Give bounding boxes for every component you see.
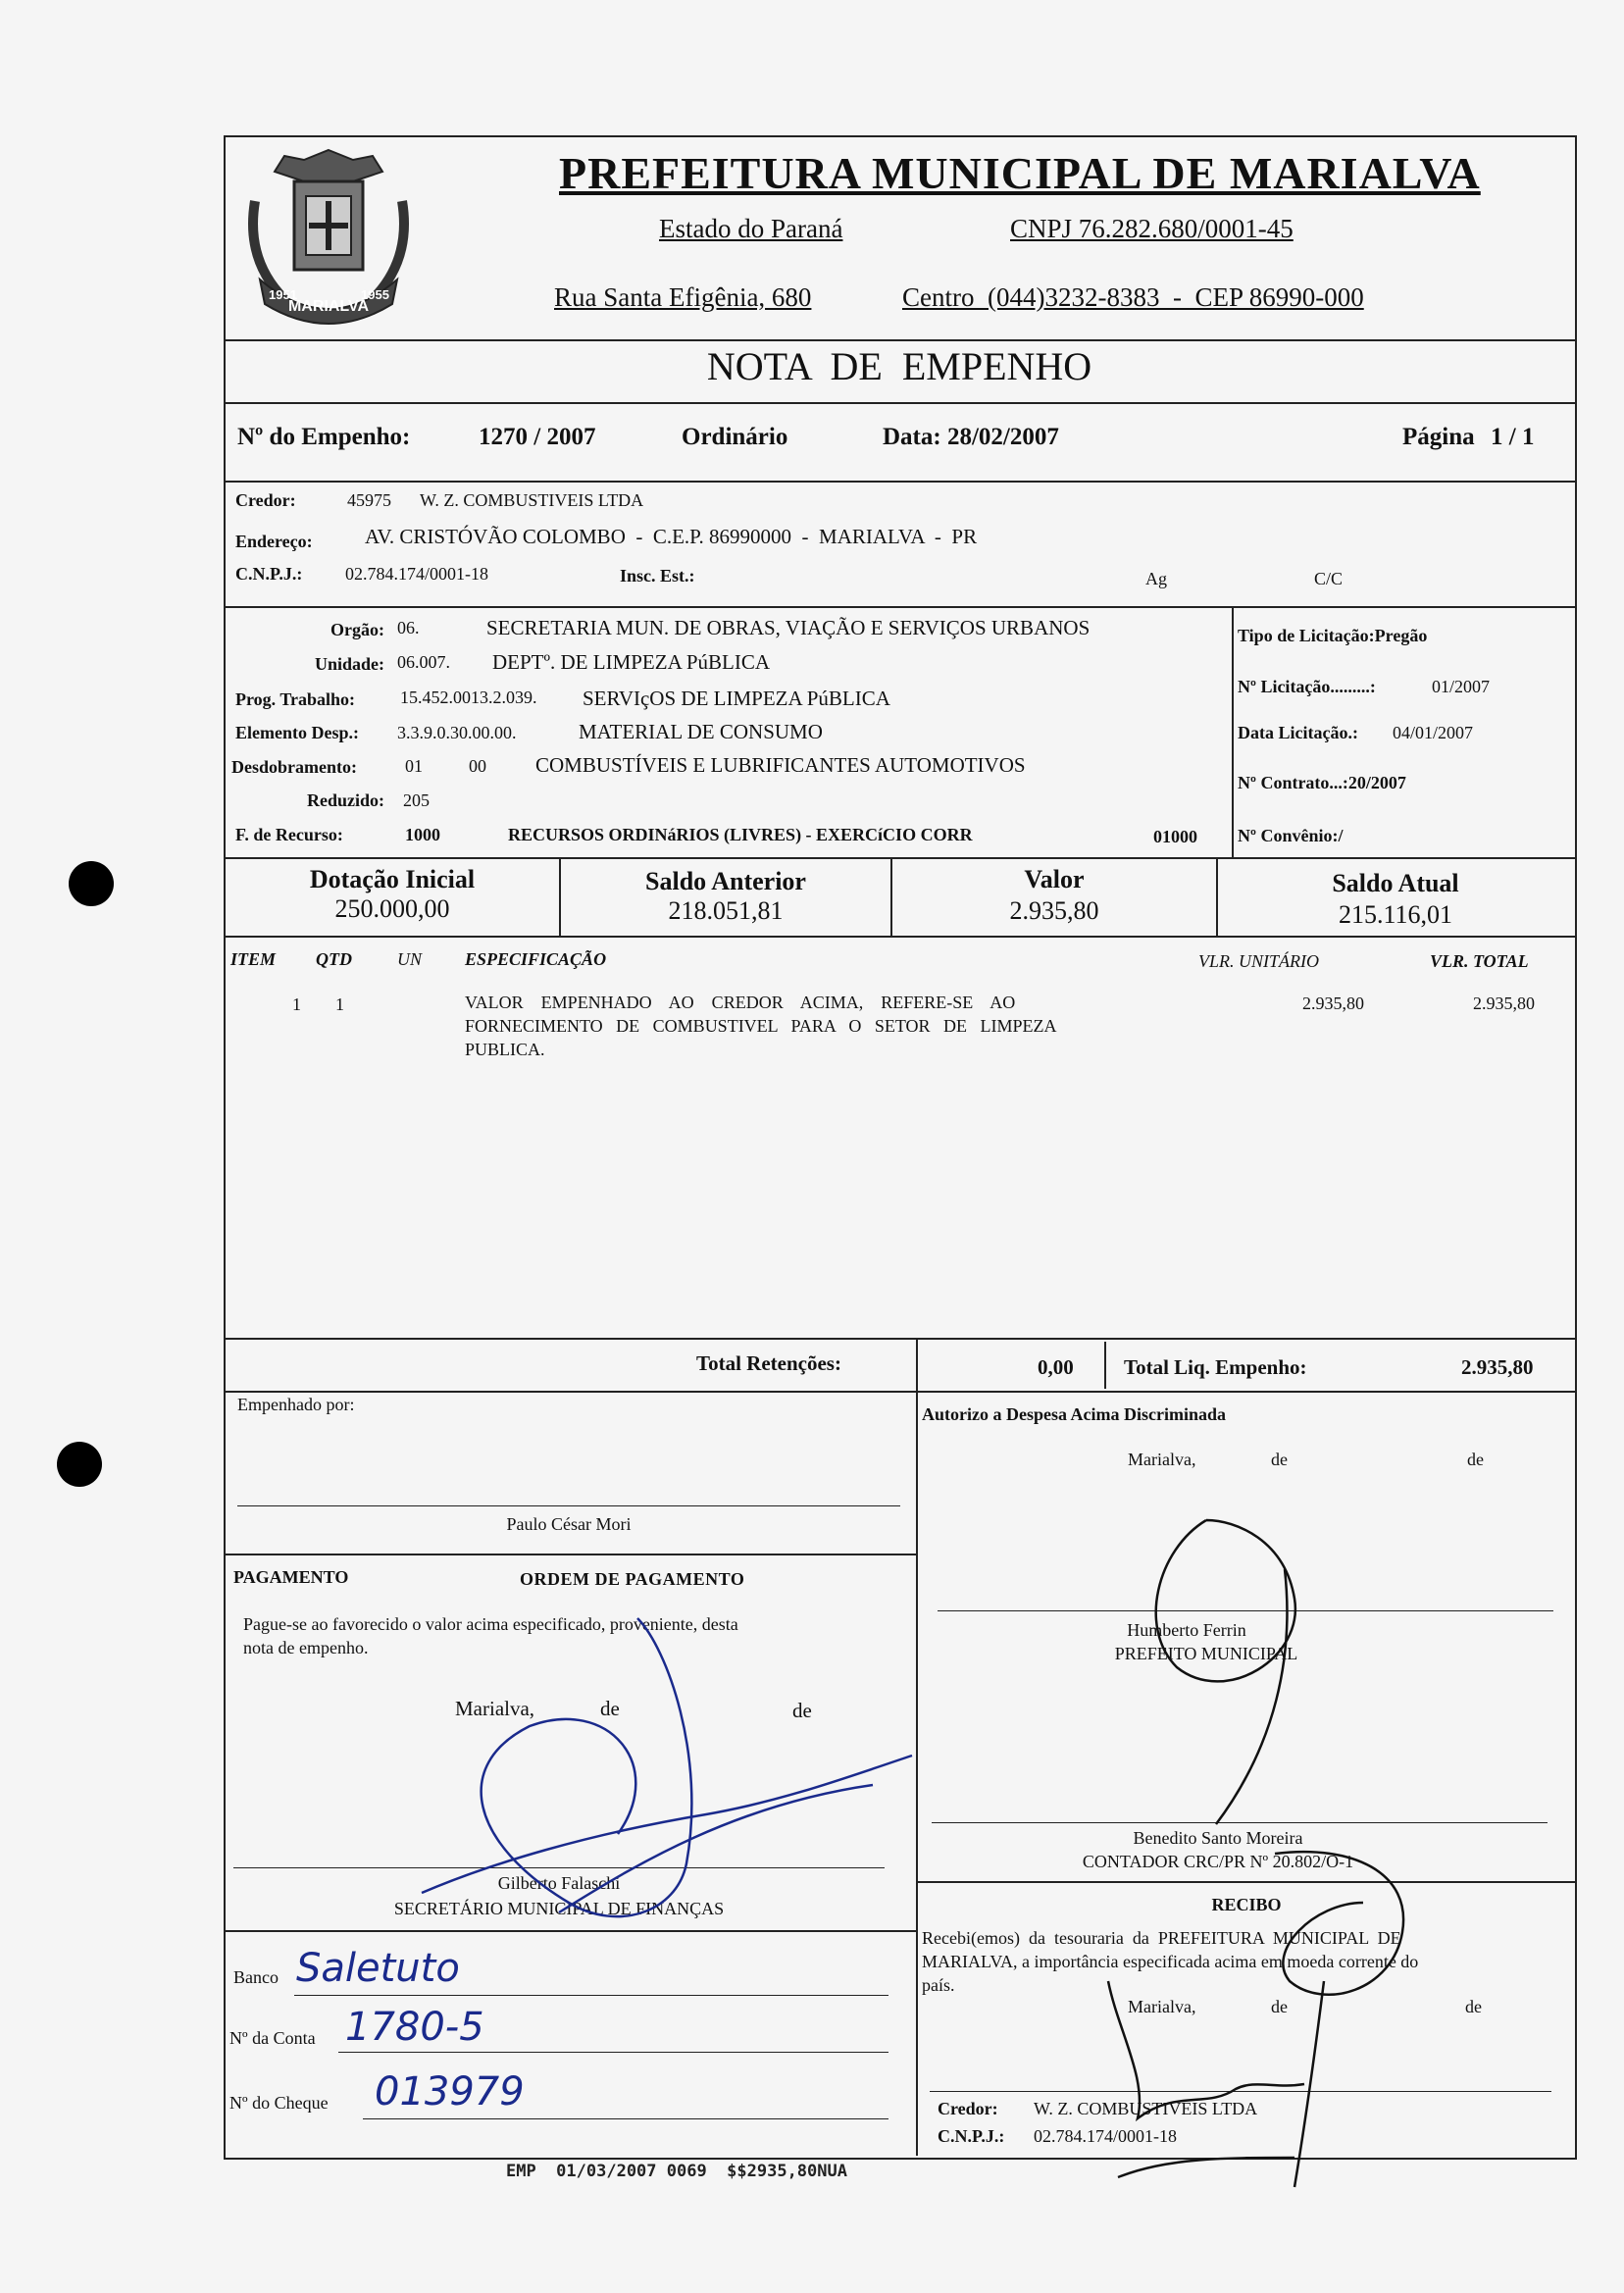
- col-qtd: QTD: [316, 949, 352, 969]
- cheque-value: 013979: [375, 2069, 525, 2115]
- page-title: PREFEITURA MUNICIPAL DE MARIALVA: [559, 148, 1481, 198]
- orgao-name: SECRETARIA MUN. DE OBRAS, VIAÇÃO E SERVIÇOS URBANOS: [486, 616, 1091, 639]
- cheque-label: Nº do Cheque: [229, 2093, 329, 2113]
- secretary-title: SECRETÁRIO MUNICIPAL DE FINANÇAS: [393, 1899, 725, 1918]
- cnpj-label: C.N.P.J.:: [235, 564, 303, 584]
- licitacao-data-label: Data Licitação.:: [1238, 723, 1358, 742]
- empenho-date: Data: 28/02/2007: [883, 424, 1059, 450]
- recibo-de1: de: [1271, 1997, 1288, 2016]
- col-item: ITEM: [230, 949, 277, 969]
- unidade-code: 06.007.: [397, 652, 450, 672]
- empenho-label: Nº do Empenho:: [237, 424, 411, 450]
- header-cnpj: CNPJ 76.282.680/0001-45: [1010, 214, 1294, 243]
- recibo-credor-label: Credor:: [938, 2099, 998, 2118]
- punch-hole-top: [69, 861, 114, 906]
- licitacao-data: 04/01/2007: [1393, 723, 1474, 742]
- banco-label: Banco: [233, 1967, 279, 1987]
- recibo-credor-value: W. Z. COMBUSTIVEIS LTDA: [1034, 2099, 1258, 2118]
- item-qtd: 1: [335, 994, 344, 1014]
- recibo-text-3: país.: [922, 1975, 955, 1995]
- autorizo-de2: de: [1467, 1450, 1484, 1469]
- empenho-number: 1270 / 2007: [479, 424, 596, 450]
- desdobramento-name: COMBUSTÍVEIS E LUBRIFICANTES AUTOMOTIVOS: [535, 753, 1026, 777]
- insc-est-label: Insc. Est.:: [620, 566, 695, 586]
- accountant-title: CONTADOR CRC/PR Nº 20.802/O-1: [1082, 1852, 1354, 1871]
- licitacao-numero: 01/2007: [1432, 677, 1491, 696]
- ordem-pagamento-label: ORDEM DE PAGAMENTO: [520, 1569, 745, 1589]
- page-label: Página: [1402, 424, 1475, 450]
- bank-authentication-stamp: EMP 01/03/2007 0069 $$2935,80NUA: [506, 2162, 847, 2181]
- autorizo-label: Autorizo a Despesa Acima Discriminada: [922, 1404, 1226, 1424]
- crest-logo: [235, 142, 422, 338]
- orgao-label: Orgão:: [330, 620, 384, 639]
- elemento-name: MATERIAL DE CONSUMO: [579, 720, 823, 743]
- recibo-cnpj-value: 02.784.174/0001-18: [1034, 2126, 1177, 2146]
- convenio: Nº Convênio:/: [1238, 826, 1344, 845]
- elemento-label: Elemento Desp.:: [235, 723, 359, 742]
- accountant-name: Benedito Santo Moreira: [1133, 1828, 1303, 1848]
- page-number: 1 / 1: [1491, 424, 1535, 450]
- item-vlr-unitario: 2.935,80: [1302, 994, 1364, 1013]
- mayor-name: Humberto Ferrin: [1127, 1620, 1246, 1640]
- item-spec-line2: FORNECIMENTO DE COMBUSTIVEL PARA O SETOR DE LIMPEZA: [465, 1016, 1057, 1036]
- pagamento-text-1: Pague-se ao favorecido o valor acima especificado, proveniente, desta: [243, 1614, 738, 1634]
- crest-banner-text: MARIALVA: [287, 298, 370, 315]
- recibo-text-1: Recebi(emos) da tesouraria da PREFEITURA MUNICIPAL DE: [922, 1928, 1401, 1948]
- licitacao-tipo: Tipo de Licitação:Pregão: [1238, 626, 1428, 645]
- secretary-signature: [412, 1608, 922, 1942]
- total-retencoes-label: Total Retenções:: [696, 1351, 841, 1375]
- endereco-label: Endereço:: [235, 532, 313, 551]
- recibo-text-2: MARIALVA, a importância especificada acima em moeda corrente do: [922, 1952, 1419, 1971]
- secretary-name: Gilberto Falaschi: [497, 1873, 621, 1893]
- empenhado-por-name: Paulo César Mori: [506, 1514, 632, 1534]
- orgao-code: 06.: [397, 618, 420, 637]
- mayor-title: PREFEITO MUNICIPAL: [1114, 1644, 1298, 1663]
- desdobramento-code1: 01: [405, 756, 423, 776]
- ag-label: Ag: [1145, 569, 1167, 588]
- credor-code: 45975: [347, 490, 391, 510]
- desdobramento-label: Desdobramento:: [231, 757, 357, 777]
- banco-value: Saletuto: [296, 1946, 460, 1991]
- saldo-anterior-value: 218.051,81: [668, 896, 784, 925]
- reduzido-value: 205: [403, 790, 430, 810]
- crest-year-left: 1951: [269, 287, 297, 302]
- saldo-atual-value: 215.116,01: [1338, 900, 1453, 929]
- prog-code: 15.452.0013.2.039.: [400, 688, 537, 707]
- mayor-signature: [1138, 1510, 1373, 1844]
- col-un: UN: [397, 949, 423, 969]
- col-vlr-unitario: VLR. UNITÁRIO: [1198, 951, 1319, 971]
- recurso-code2: 01000: [1153, 827, 1197, 846]
- total-retencoes-value: 0,00: [1038, 1355, 1074, 1379]
- valor-value: 2.935,80: [1009, 896, 1099, 925]
- recurso-code: 1000: [405, 825, 440, 844]
- autorizo-de1: de: [1271, 1450, 1288, 1469]
- document-title: NOTA DE EMPENHO: [706, 344, 1092, 388]
- dotacao-inicial-label: Dotação Inicial: [309, 865, 476, 893]
- saldo-anterior-label: Saldo Anterior: [645, 867, 806, 895]
- contrato: Nº Contrato...:20/2007: [1238, 773, 1406, 792]
- punch-hole-bottom: [57, 1442, 102, 1487]
- saldo-atual-label: Saldo Atual: [1332, 869, 1459, 897]
- conta-label: Nº da Conta: [229, 2028, 316, 2048]
- total-liquido-value: 2.935,80: [1461, 1355, 1534, 1379]
- empenhado-por-label: Empenhado por:: [237, 1395, 355, 1414]
- conta-value: 1780-5: [345, 2005, 484, 2050]
- desdobramento-code2: 00: [469, 756, 486, 776]
- cnpj-value: 02.784.174/0001-18: [345, 564, 488, 584]
- item-number: 1: [292, 994, 301, 1014]
- header-address: Rua Santa Efigênia, 680: [554, 282, 812, 312]
- col-vlr-total: VLR. TOTAL: [1430, 951, 1529, 971]
- recibo-label: RECIBO: [1211, 1895, 1282, 1914]
- credor-name: W. Z. COMBUSTIVEIS LTDA: [420, 490, 644, 510]
- recibo-cnpj-label: C.N.P.J.:: [938, 2126, 1005, 2146]
- crest-year-right: 1955: [361, 287, 389, 302]
- recurso-name: RECURSOS ORDINáRIOS (LIVRES) - EXERCíCIO CORR: [508, 825, 973, 844]
- licitacao-numero-label: Nº Licitação.........:: [1238, 677, 1376, 696]
- state-name: Estado do Paraná: [659, 214, 843, 243]
- pagamento-de2: de: [792, 1699, 812, 1722]
- unidade-label: Unidade:: [314, 654, 384, 674]
- recibo-city: Marialva,: [1128, 1997, 1196, 2016]
- elemento-code: 3.3.9.0.30.00.00.: [397, 723, 517, 742]
- total-liquido-label: Total Liq. Empenho:: [1124, 1355, 1307, 1379]
- prog-name: SERVIçOS DE LIMPEZA PúBLICA: [583, 687, 890, 710]
- pagamento-de1: de: [600, 1697, 620, 1720]
- receiver-signature: [1079, 1844, 1451, 2197]
- reduzido-label: Reduzido:: [306, 790, 384, 810]
- dotacao-inicial-value: 250.000,00: [334, 894, 450, 923]
- pagamento-city: Marialva,: [455, 1697, 535, 1720]
- endereco-value: AV. CRISTÓVÃO COLOMBO - C.E.P. 86990000 - MARIALVA - PR: [365, 525, 978, 548]
- item-vlr-total: 2.935,80: [1473, 994, 1535, 1013]
- item-spec-line3: PUBLICA.: [465, 1040, 545, 1059]
- autorizo-city: Marialva,: [1128, 1450, 1196, 1469]
- pagamento-text-2: nota de empenho.: [243, 1638, 369, 1657]
- prog-label: Prog. Trabalho:: [235, 689, 356, 709]
- pagamento-label: PAGAMENTO: [233, 1567, 349, 1587]
- recurso-label: F. de Recurso:: [235, 825, 343, 844]
- header-district-phone: Centro (044)3232-8383 - CEP 86990-000: [902, 282, 1364, 312]
- credor-label: Credor:: [235, 490, 296, 510]
- recibo-de2: de: [1465, 1997, 1482, 2016]
- item-spec-line1: VALOR EMPENHADO AO CREDOR ACIMA, REFERE-SE AO: [465, 993, 1016, 1012]
- empenho-type: Ordinário: [682, 424, 788, 450]
- valor-label: Valor: [1024, 865, 1085, 893]
- col-especificacao: ESPECIFICAÇÃO: [465, 949, 607, 969]
- unidade-name: DEPTº. DE LIMPEZA PúBLICA: [492, 650, 771, 674]
- cc-label: C/C: [1314, 569, 1344, 588]
